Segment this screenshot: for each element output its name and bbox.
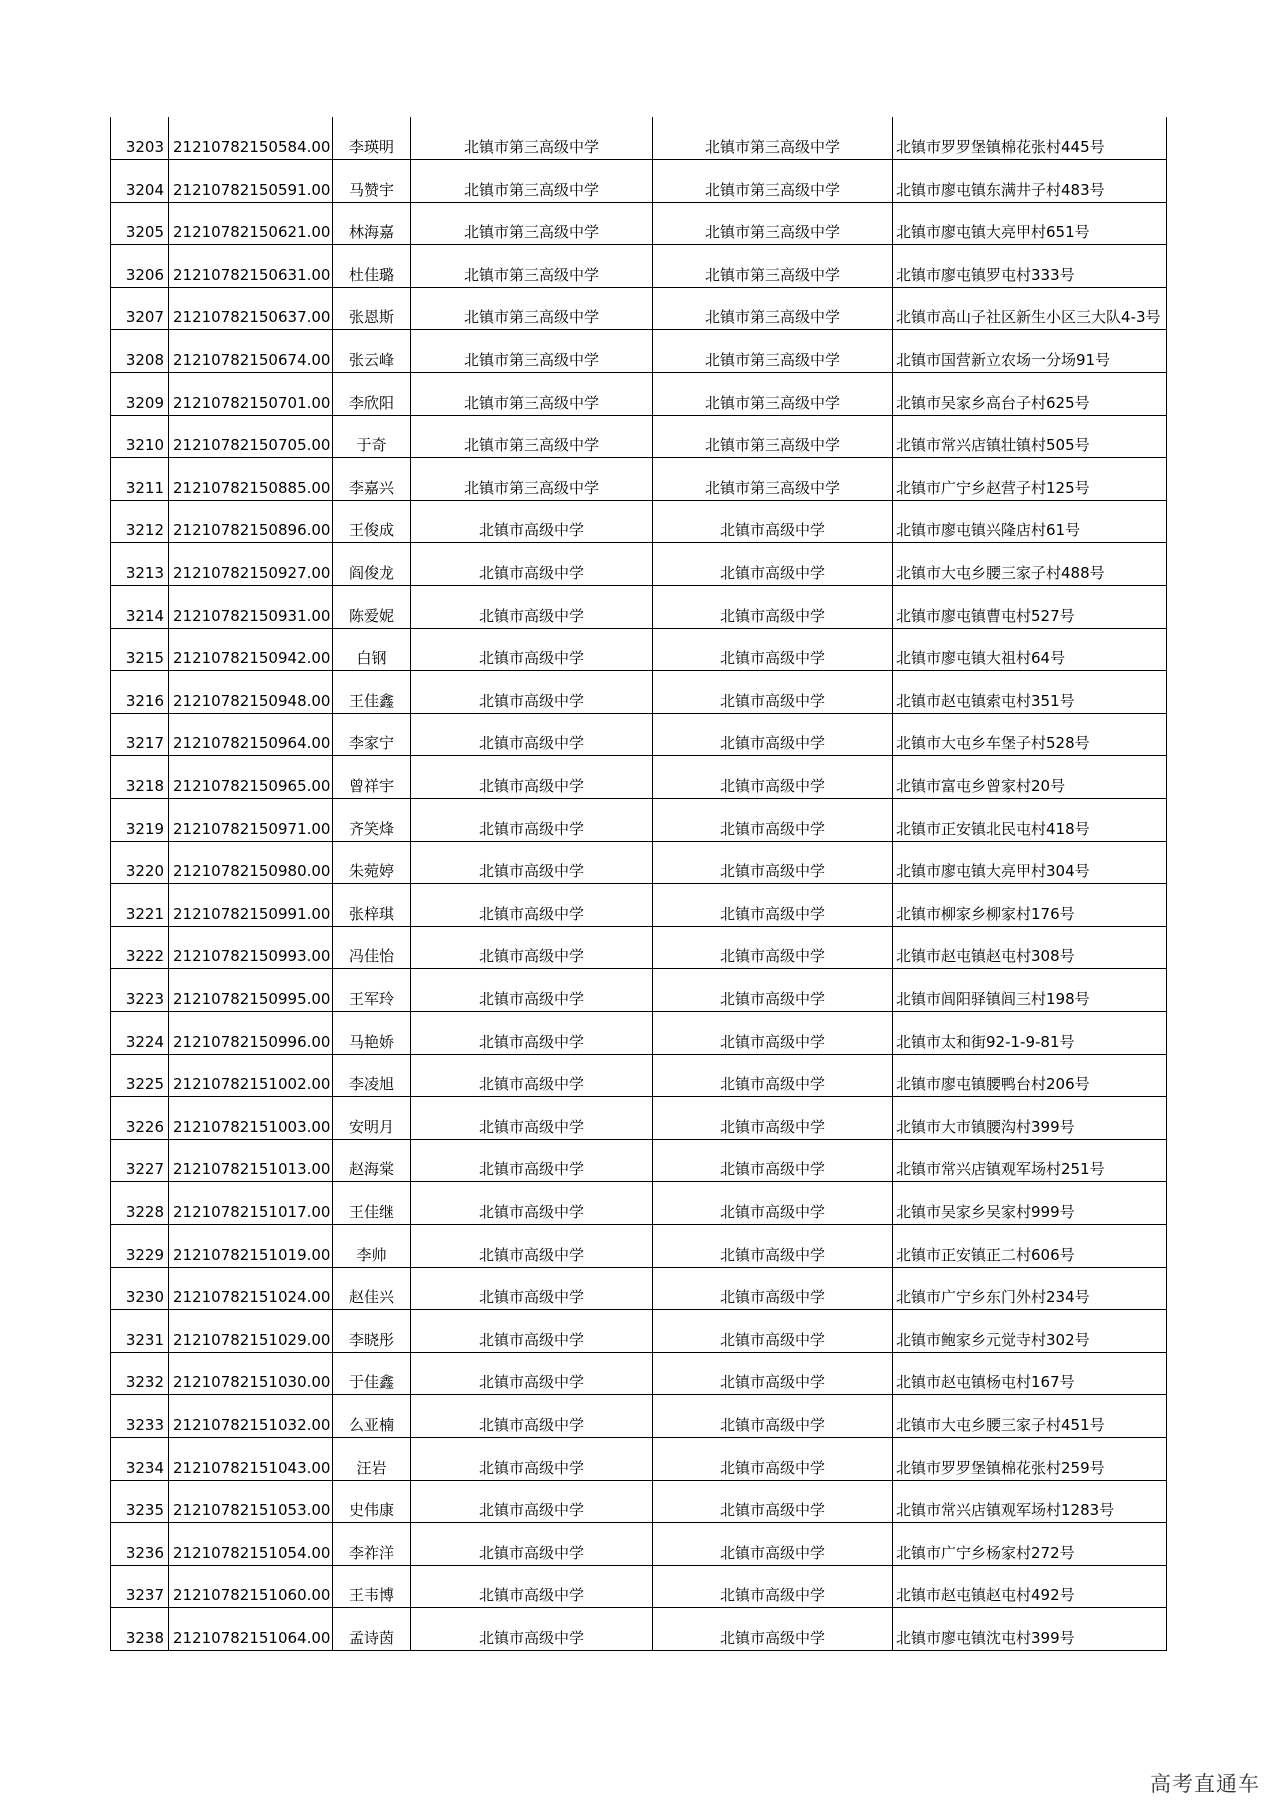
student-name-cell: 史伟康 — [333, 1480, 411, 1523]
home-address-cell: 北镇市大屯乡腰三家子村488号 — [893, 543, 1167, 586]
exam-id-cell: 21210782150701.00 — [169, 373, 333, 416]
table-row — [111, 1310, 1167, 1353]
table-row — [111, 202, 1167, 245]
school-name-cell: 北镇市高级中学 — [411, 586, 653, 629]
school-name-cell: 北镇市第三高级中学 — [411, 160, 653, 203]
exam-id-cell: 21210782151032.00 — [169, 1395, 333, 1438]
school-name-cell: 北镇市第三高级中学 — [411, 117, 653, 160]
home-address-cell: 北镇市赵屯镇索屯村351号 — [893, 671, 1167, 714]
student-name-cell: 李凌旭 — [333, 1054, 411, 1097]
exam-id-cell: 21210782150674.00 — [169, 330, 333, 373]
school-name-cell: 北镇市高级中学 — [411, 543, 653, 586]
exam-id-cell: 21210782150996.00 — [169, 1011, 333, 1054]
home-address-cell: 北镇市广宁乡东门外村234号 — [893, 1267, 1167, 1310]
exam-id-cell: 21210782151024.00 — [169, 1267, 333, 1310]
table-row — [111, 1480, 1167, 1523]
student-name-cell: 张梓琪 — [333, 884, 411, 927]
student-name-cell: 李欣阳 — [333, 373, 411, 416]
home-address-cell: 北镇市廖屯镇兴隆店村61号 — [893, 500, 1167, 543]
graduating-school-cell: 北镇市高级中学 — [653, 713, 893, 756]
row-number-cell: 3210 — [111, 415, 169, 458]
exam-id-cell: 21210782150971.00 — [169, 799, 333, 842]
school-name-cell: 北镇市第三高级中学 — [411, 287, 653, 330]
exam-id-cell: 21210782151029.00 — [169, 1310, 333, 1353]
school-name-cell: 北镇市高级中学 — [411, 1182, 653, 1225]
school-name-cell: 北镇市高级中学 — [411, 756, 653, 799]
student-name-cell: 阎俊龙 — [333, 543, 411, 586]
graduating-school-cell: 北镇市第三高级中学 — [653, 287, 893, 330]
home-address-cell: 北镇市正安镇北民屯村418号 — [893, 799, 1167, 842]
graduating-school-cell: 北镇市高级中学 — [653, 1182, 893, 1225]
student-name-cell: 王韦博 — [333, 1565, 411, 1608]
row-number-cell: 3209 — [111, 373, 169, 416]
graduating-school-cell: 北镇市高级中学 — [653, 1267, 893, 1310]
student-name-cell: 马艳娇 — [333, 1011, 411, 1054]
graduating-school-cell: 北镇市高级中学 — [653, 884, 893, 927]
school-name-cell: 北镇市高级中学 — [411, 1565, 653, 1608]
graduating-school-cell: 北镇市第三高级中学 — [653, 415, 893, 458]
graduating-school-cell: 北镇市第三高级中学 — [653, 330, 893, 373]
school-name-cell: 北镇市高级中学 — [411, 1097, 653, 1140]
table-row — [111, 500, 1167, 543]
home-address-cell: 北镇市广宁乡赵营子村125号 — [893, 458, 1167, 501]
row-number-cell: 3216 — [111, 671, 169, 714]
student-name-cell: 么亚楠 — [333, 1395, 411, 1438]
table-row — [111, 713, 1167, 756]
student-table — [110, 117, 1167, 1651]
table-row — [111, 926, 1167, 969]
table-row — [111, 1224, 1167, 1267]
table-row — [111, 458, 1167, 501]
home-address-cell: 北镇市吴家乡吴家村999号 — [893, 1182, 1167, 1225]
row-number-cell: 3213 — [111, 543, 169, 586]
graduating-school-cell: 北镇市高级中学 — [653, 1480, 893, 1523]
row-number-cell: 3224 — [111, 1011, 169, 1054]
student-name-cell: 朱菀婷 — [333, 841, 411, 884]
student-table-body — [111, 117, 1167, 1650]
graduating-school-cell: 北镇市第三高级中学 — [653, 202, 893, 245]
home-address-cell: 北镇市赵屯镇赵屯村492号 — [893, 1565, 1167, 1608]
graduating-school-cell: 北镇市高级中学 — [653, 926, 893, 969]
graduating-school-cell: 北镇市高级中学 — [653, 1608, 893, 1651]
exam-id-cell: 21210782151060.00 — [169, 1565, 333, 1608]
graduating-school-cell: 北镇市高级中学 — [653, 969, 893, 1012]
school-name-cell: 北镇市高级中学 — [411, 884, 653, 927]
school-name-cell: 北镇市高级中学 — [411, 799, 653, 842]
table-row — [111, 1139, 1167, 1182]
exam-id-cell: 21210782151030.00 — [169, 1352, 333, 1395]
table-row — [111, 841, 1167, 884]
row-number-cell: 3203 — [111, 117, 169, 160]
home-address-cell: 北镇市广宁乡杨家村272号 — [893, 1523, 1167, 1566]
exam-id-cell: 21210782150942.00 — [169, 628, 333, 671]
school-name-cell: 北镇市高级中学 — [411, 628, 653, 671]
exam-id-cell: 21210782151053.00 — [169, 1480, 333, 1523]
student-name-cell: 赵佳兴 — [333, 1267, 411, 1310]
exam-id-cell: 21210782151054.00 — [169, 1523, 333, 1566]
row-number-cell: 3217 — [111, 713, 169, 756]
graduating-school-cell: 北镇市高级中学 — [653, 543, 893, 586]
student-name-cell: 王佳鑫 — [333, 671, 411, 714]
exam-id-cell: 21210782151002.00 — [169, 1054, 333, 1097]
student-name-cell: 李家宁 — [333, 713, 411, 756]
row-number-cell: 3231 — [111, 1310, 169, 1353]
table-row — [111, 969, 1167, 1012]
home-address-cell: 北镇市太和街92-1-9-81号 — [893, 1011, 1167, 1054]
student-name-cell: 张云峰 — [333, 330, 411, 373]
home-address-cell: 北镇市赵屯镇杨屯村167号 — [893, 1352, 1167, 1395]
graduating-school-cell: 北镇市高级中学 — [653, 1097, 893, 1140]
school-name-cell: 北镇市高级中学 — [411, 1267, 653, 1310]
student-name-cell: 张恩斯 — [333, 287, 411, 330]
table-row — [111, 1523, 1167, 1566]
exam-id-cell: 21210782151064.00 — [169, 1608, 333, 1651]
student-name-cell: 白钢 — [333, 628, 411, 671]
home-address-cell: 北镇市常兴店镇壮镇村505号 — [893, 415, 1167, 458]
graduating-school-cell: 北镇市高级中学 — [653, 1310, 893, 1353]
exam-id-cell: 21210782150964.00 — [169, 713, 333, 756]
row-number-cell: 3211 — [111, 458, 169, 501]
table-row — [111, 628, 1167, 671]
row-number-cell: 3220 — [111, 841, 169, 884]
row-number-cell: 3233 — [111, 1395, 169, 1438]
exam-id-cell: 21210782151043.00 — [169, 1437, 333, 1480]
home-address-cell: 北镇市大屯乡车堡子村528号 — [893, 713, 1167, 756]
graduating-school-cell: 北镇市第三高级中学 — [653, 245, 893, 288]
graduating-school-cell: 北镇市高级中学 — [653, 500, 893, 543]
table-row — [111, 160, 1167, 203]
home-address-cell: 北镇市常兴店镇观军场村251号 — [893, 1139, 1167, 1182]
row-number-cell: 3207 — [111, 287, 169, 330]
student-name-cell: 林海嘉 — [333, 202, 411, 245]
school-name-cell: 北镇市高级中学 — [411, 500, 653, 543]
student-name-cell: 陈爱妮 — [333, 586, 411, 629]
school-name-cell: 北镇市高级中学 — [411, 1011, 653, 1054]
home-address-cell: 北镇市大市镇腰沟村399号 — [893, 1097, 1167, 1140]
student-name-cell: 冯佳怡 — [333, 926, 411, 969]
row-number-cell: 3222 — [111, 926, 169, 969]
graduating-school-cell: 北镇市第三高级中学 — [653, 373, 893, 416]
table-row — [111, 287, 1167, 330]
home-address-cell: 北镇市廖屯镇腰鸭台村206号 — [893, 1054, 1167, 1097]
school-name-cell: 北镇市第三高级中学 — [411, 458, 653, 501]
graduating-school-cell: 北镇市高级中学 — [653, 586, 893, 629]
table-row — [111, 543, 1167, 586]
student-name-cell: 于佳鑫 — [333, 1352, 411, 1395]
table-row — [111, 415, 1167, 458]
exam-id-cell: 21210782150591.00 — [169, 160, 333, 203]
school-name-cell: 北镇市高级中学 — [411, 1437, 653, 1480]
table-row — [111, 1097, 1167, 1140]
exam-id-cell: 21210782150948.00 — [169, 671, 333, 714]
home-address-cell: 北镇市鲍家乡元觉寺村302号 — [893, 1310, 1167, 1353]
student-name-cell: 李帅 — [333, 1224, 411, 1267]
home-address-cell: 北镇市富屯乡曾家村20号 — [893, 756, 1167, 799]
row-number-cell: 3225 — [111, 1054, 169, 1097]
row-number-cell: 3221 — [111, 884, 169, 927]
student-name-cell: 孟诗茵 — [333, 1608, 411, 1651]
exam-id-cell: 21210782150927.00 — [169, 543, 333, 586]
student-name-cell: 杜佳璐 — [333, 245, 411, 288]
table-row — [111, 586, 1167, 629]
student-name-cell: 李晓彤 — [333, 1310, 411, 1353]
graduating-school-cell: 北镇市高级中学 — [653, 1352, 893, 1395]
home-address-cell: 北镇市国营新立农场一分场91号 — [893, 330, 1167, 373]
row-number-cell: 3208 — [111, 330, 169, 373]
row-number-cell: 3227 — [111, 1139, 169, 1182]
exam-id-cell: 21210782151003.00 — [169, 1097, 333, 1140]
table-row — [111, 1437, 1167, 1480]
student-name-cell: 李瑛明 — [333, 117, 411, 160]
graduating-school-cell: 北镇市高级中学 — [653, 671, 893, 714]
graduating-school-cell: 北镇市高级中学 — [653, 628, 893, 671]
student-name-cell: 王佳继 — [333, 1182, 411, 1225]
graduating-school-cell: 北镇市高级中学 — [653, 841, 893, 884]
exam-id-cell: 21210782150980.00 — [169, 841, 333, 884]
row-number-cell: 3230 — [111, 1267, 169, 1310]
student-name-cell: 安明月 — [333, 1097, 411, 1140]
exam-id-cell: 21210782150995.00 — [169, 969, 333, 1012]
table-row — [111, 1352, 1167, 1395]
school-name-cell: 北镇市高级中学 — [411, 713, 653, 756]
row-number-cell: 3204 — [111, 160, 169, 203]
table-row — [111, 330, 1167, 373]
school-name-cell: 北镇市高级中学 — [411, 841, 653, 884]
table-row — [111, 1267, 1167, 1310]
graduating-school-cell: 北镇市高级中学 — [653, 1565, 893, 1608]
home-address-cell: 北镇市廖屯镇东满井子村483号 — [893, 160, 1167, 203]
row-number-cell: 3215 — [111, 628, 169, 671]
exam-id-cell: 21210782150991.00 — [169, 884, 333, 927]
row-number-cell: 3238 — [111, 1608, 169, 1651]
student-name-cell: 曾祥宇 — [333, 756, 411, 799]
graduating-school-cell: 北镇市第三高级中学 — [653, 160, 893, 203]
home-address-cell: 北镇市廖屯镇大祖村64号 — [893, 628, 1167, 671]
row-number-cell: 3214 — [111, 586, 169, 629]
home-address-cell: 北镇市罗罗堡镇棉花张村259号 — [893, 1437, 1167, 1480]
student-name-cell: 李嘉兴 — [333, 458, 411, 501]
graduating-school-cell: 北镇市高级中学 — [653, 1054, 893, 1097]
home-address-cell: 北镇市常兴店镇观军场村1283号 — [893, 1480, 1167, 1523]
table-row — [111, 1182, 1167, 1225]
exam-id-cell: 21210782150631.00 — [169, 245, 333, 288]
home-address-cell: 北镇市正安镇正二村606号 — [893, 1224, 1167, 1267]
graduating-school-cell: 北镇市高级中学 — [653, 756, 893, 799]
exam-id-cell: 21210782150637.00 — [169, 287, 333, 330]
school-name-cell: 北镇市第三高级中学 — [411, 330, 653, 373]
student-name-cell: 王俊成 — [333, 500, 411, 543]
row-number-cell: 3223 — [111, 969, 169, 1012]
exam-id-cell: 21210782150896.00 — [169, 500, 333, 543]
school-name-cell: 北镇市高级中学 — [411, 1608, 653, 1651]
graduating-school-cell: 北镇市第三高级中学 — [653, 458, 893, 501]
school-name-cell: 北镇市第三高级中学 — [411, 202, 653, 245]
table-row — [111, 1608, 1167, 1651]
table-row — [111, 1054, 1167, 1097]
exam-id-cell: 21210782150993.00 — [169, 926, 333, 969]
home-address-cell: 北镇市大屯乡腰三家子村451号 — [893, 1395, 1167, 1438]
row-number-cell: 3235 — [111, 1480, 169, 1523]
row-number-cell: 3205 — [111, 202, 169, 245]
student-name-cell: 赵海棠 — [333, 1139, 411, 1182]
graduating-school-cell: 北镇市高级中学 — [653, 1437, 893, 1480]
exam-id-cell: 21210782151019.00 — [169, 1224, 333, 1267]
home-address-cell: 北镇市吴家乡高台子村625号 — [893, 373, 1167, 416]
school-name-cell: 北镇市第三高级中学 — [411, 245, 653, 288]
table-row — [111, 1011, 1167, 1054]
exam-id-cell: 21210782150931.00 — [169, 586, 333, 629]
school-name-cell: 北镇市高级中学 — [411, 926, 653, 969]
home-address-cell: 北镇市高山子社区新生小区三大队4-3号 — [893, 287, 1167, 330]
exam-id-cell: 21210782150885.00 — [169, 458, 333, 501]
watermark-text: 高考直通车 — [1150, 1772, 1260, 1796]
graduating-school-cell: 北镇市高级中学 — [653, 1011, 893, 1054]
table-row — [111, 671, 1167, 714]
student-name-cell: 汪岩 — [333, 1437, 411, 1480]
school-name-cell: 北镇市高级中学 — [411, 1395, 653, 1438]
graduating-school-cell: 北镇市高级中学 — [653, 1523, 893, 1566]
home-address-cell: 北镇市赵屯镇赵屯村308号 — [893, 926, 1167, 969]
exam-id-cell: 21210782150965.00 — [169, 756, 333, 799]
row-number-cell: 3206 — [111, 245, 169, 288]
table-row — [111, 117, 1167, 160]
exam-id-cell: 21210782150584.00 — [169, 117, 333, 160]
row-number-cell: 3232 — [111, 1352, 169, 1395]
home-address-cell: 北镇市廖屯镇罗屯村333号 — [893, 245, 1167, 288]
home-address-cell: 北镇市廖屯镇大亮甲村651号 — [893, 202, 1167, 245]
table-row — [111, 1395, 1167, 1438]
home-address-cell: 北镇市罗罗堡镇棉花张村445号 — [893, 117, 1167, 160]
school-name-cell: 北镇市高级中学 — [411, 1310, 653, 1353]
row-number-cell: 3236 — [111, 1523, 169, 1566]
exam-id-cell: 21210782150621.00 — [169, 202, 333, 245]
school-name-cell: 北镇市第三高级中学 — [411, 373, 653, 416]
student-name-cell: 于奇 — [333, 415, 411, 458]
home-address-cell: 北镇市闾阳驿镇闾三村198号 — [893, 969, 1167, 1012]
row-number-cell: 3229 — [111, 1224, 169, 1267]
graduating-school-cell: 北镇市第三高级中学 — [653, 117, 893, 160]
school-name-cell: 北镇市高级中学 — [411, 1480, 653, 1523]
graduating-school-cell: 北镇市高级中学 — [653, 1139, 893, 1182]
school-name-cell: 北镇市高级中学 — [411, 1352, 653, 1395]
student-name-cell: 马赞宇 — [333, 160, 411, 203]
row-number-cell: 3212 — [111, 500, 169, 543]
school-name-cell: 北镇市高级中学 — [411, 1054, 653, 1097]
home-address-cell: 北镇市廖屯镇曹屯村527号 — [893, 586, 1167, 629]
home-address-cell: 北镇市柳家乡柳家村176号 — [893, 884, 1167, 927]
row-number-cell: 3219 — [111, 799, 169, 842]
school-name-cell: 北镇市高级中学 — [411, 969, 653, 1012]
table-row — [111, 245, 1167, 288]
table-row — [111, 756, 1167, 799]
exam-id-cell: 21210782150705.00 — [169, 415, 333, 458]
table-row — [111, 373, 1167, 416]
exam-id-cell: 21210782151017.00 — [169, 1182, 333, 1225]
table-row — [111, 884, 1167, 927]
exam-id-cell: 21210782151013.00 — [169, 1139, 333, 1182]
row-number-cell: 3234 — [111, 1437, 169, 1480]
table-row — [111, 799, 1167, 842]
table-row — [111, 1565, 1167, 1608]
home-address-cell: 北镇市廖屯镇大亮甲村304号 — [893, 841, 1167, 884]
school-name-cell: 北镇市高级中学 — [411, 671, 653, 714]
home-address-cell: 北镇市廖屯镇沈屯村399号 — [893, 1608, 1167, 1651]
row-number-cell: 3226 — [111, 1097, 169, 1140]
row-number-cell: 3218 — [111, 756, 169, 799]
student-name-cell: 齐笑烽 — [333, 799, 411, 842]
school-name-cell: 北镇市第三高级中学 — [411, 415, 653, 458]
graduating-school-cell: 北镇市高级中学 — [653, 1224, 893, 1267]
school-name-cell: 北镇市高级中学 — [411, 1523, 653, 1566]
student-name-cell: 王军玲 — [333, 969, 411, 1012]
row-number-cell: 3228 — [111, 1182, 169, 1225]
row-number-cell: 3237 — [111, 1565, 169, 1608]
school-name-cell: 北镇市高级中学 — [411, 1224, 653, 1267]
school-name-cell: 北镇市高级中学 — [411, 1139, 653, 1182]
graduating-school-cell: 北镇市高级中学 — [653, 799, 893, 842]
student-name-cell: 李祚洋 — [333, 1523, 411, 1566]
graduating-school-cell: 北镇市高级中学 — [653, 1395, 893, 1438]
